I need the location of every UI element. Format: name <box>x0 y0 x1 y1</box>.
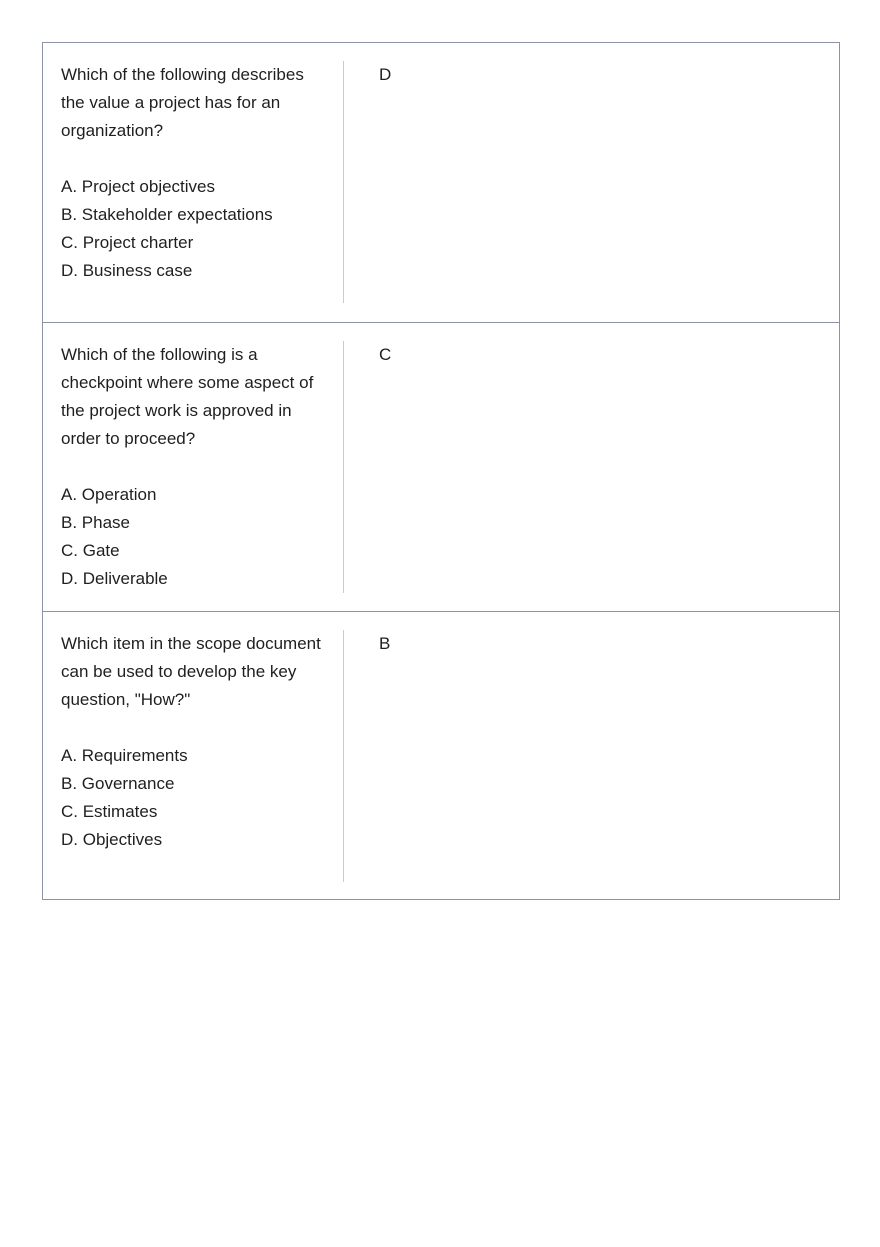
answer-text: D <box>379 65 392 84</box>
option-d: D. Business case <box>61 261 193 280</box>
column-divider <box>343 61 344 303</box>
option-b: B. Governance <box>61 774 175 793</box>
option-c: C. Gate <box>61 541 120 560</box>
option-b: B. Stakeholder expectations <box>61 205 273 224</box>
option-d: D. Deliverable <box>61 569 168 588</box>
options-list <box>61 481 344 593</box>
option-b: B. Phase <box>61 513 130 532</box>
answer-cell <box>344 612 839 899</box>
option-c: C. Estimates <box>61 802 158 821</box>
option-a: A. Requirements <box>61 746 188 765</box>
flashcard-row <box>43 43 839 322</box>
question-text: Which item in the scope document can be used to develop the key question, "How?" <box>61 634 321 709</box>
option-a: A. Project objectives <box>61 177 216 196</box>
option-c: C. Project charter <box>61 233 194 252</box>
answer-text: B <box>379 634 391 653</box>
options-list <box>61 742 344 854</box>
options-list <box>61 173 344 285</box>
flashcard-row <box>43 322 839 611</box>
question-cell <box>43 323 344 611</box>
option-a: A. Operation <box>61 485 157 504</box>
answer-cell <box>344 323 839 611</box>
column-divider <box>343 341 344 593</box>
question-cell <box>43 612 344 899</box>
option-d: D. Objectives <box>61 830 163 849</box>
question-cell <box>43 43 344 322</box>
answer-cell <box>344 43 839 322</box>
answer-text: C <box>379 345 392 364</box>
question-text: Which of the following describes the value a project has for an organization? <box>61 65 304 140</box>
column-divider <box>343 630 344 882</box>
flashcard-row <box>43 611 839 899</box>
flashcard-table <box>42 42 840 900</box>
question-text: Which of the following is a checkpoint where some aspect of the project work is approved in order to proceed? <box>61 345 314 448</box>
